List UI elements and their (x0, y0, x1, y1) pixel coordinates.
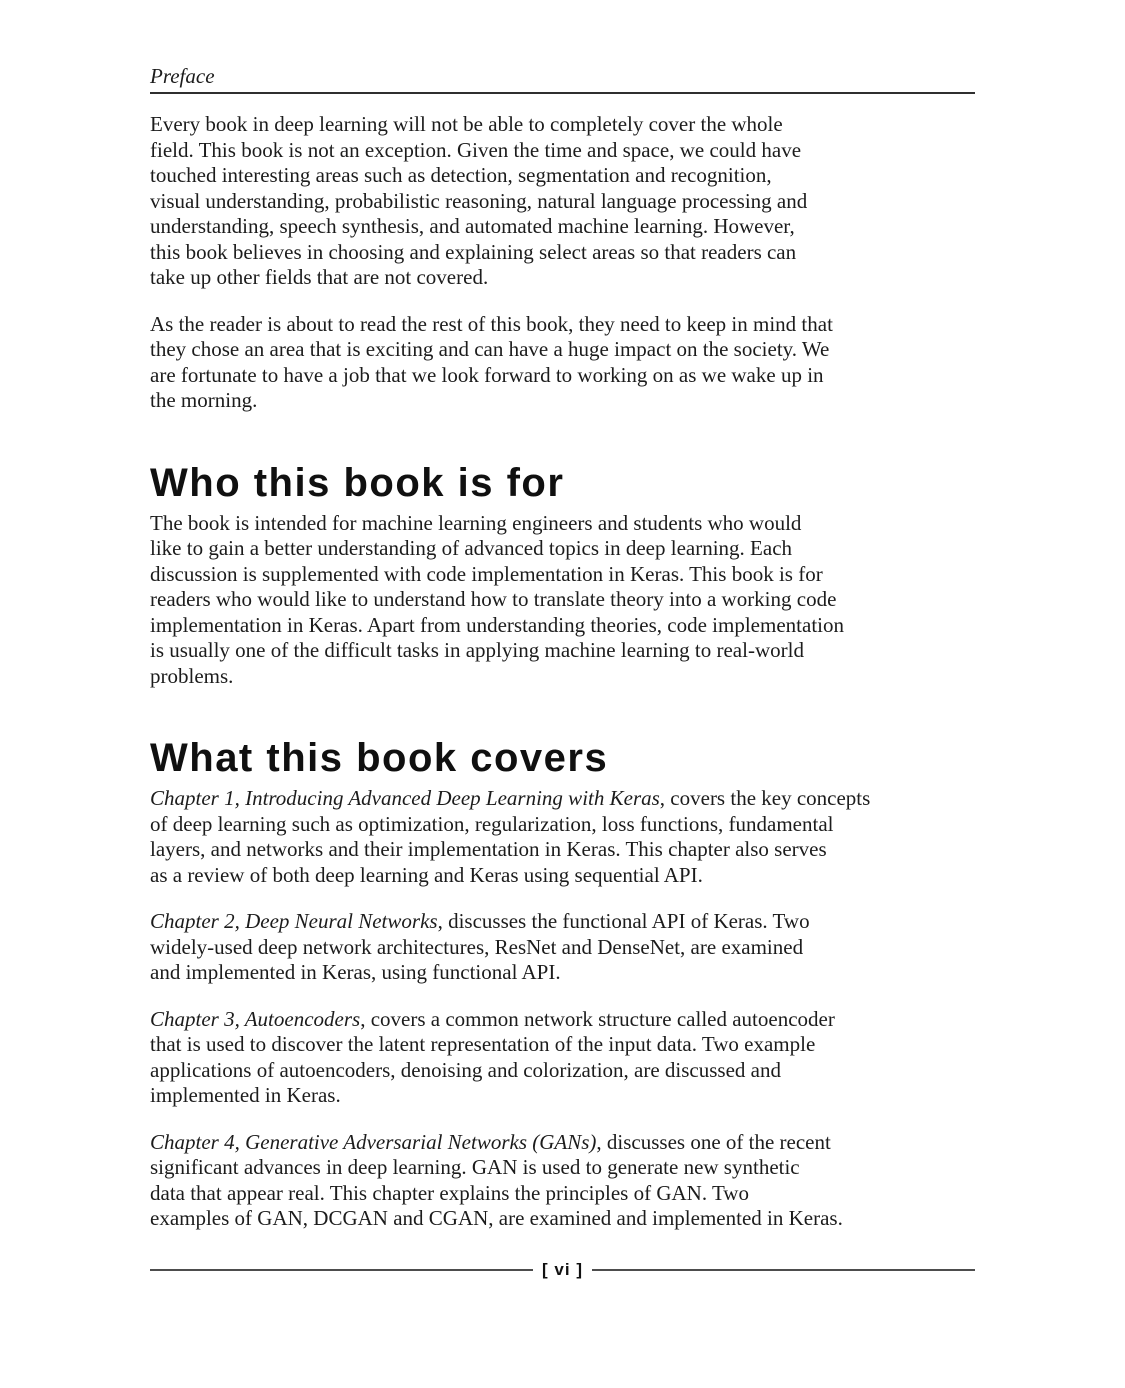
text-line: that is used to discover the latent representation of the input data. Two example (150, 1032, 816, 1056)
text-line: they chose an area that is exciting and can have a huge impact on the society. We (150, 337, 830, 361)
section-heading: What this book covers (150, 736, 609, 780)
text-line: implemented in Keras. (150, 1083, 341, 1107)
body-paragraph (150, 1130, 975, 1232)
footer-rule-left (150, 1269, 533, 1271)
text-line: The book is intended for machine learning engineers and students who would (150, 510, 802, 535)
text-line: the morning. (150, 388, 258, 412)
text-line: Chapter 1, Introducing Advanced Deep Learning with Keras, covers the key concepts (150, 786, 871, 810)
text-line: Every book in deep learning will not be able to completely cover the whole (150, 112, 783, 136)
text-line: applications of autoencoders, denoising and colorization, are discussed and (150, 1057, 781, 1082)
chapter-title-italic: Chapter 3, Autoencoders (150, 1006, 361, 1031)
text-line: of deep learning such as optimization, regularization, loss functions, fundamental (150, 811, 834, 836)
text-line: this book believes in choosing and explaining select areas so that readers can (150, 239, 797, 264)
text-line: Chapter 3, Autoencoders, covers a common network structure called autoencoder (150, 1006, 835, 1031)
text-line: are fortunate to have a job that we look forward to working on as we wake up in (150, 362, 824, 387)
page-number: [ vi ] (542, 1260, 583, 1279)
chapter-title-italic: Chapter 4, Generative Adversarial Networks (GANs) (150, 1129, 597, 1154)
text-line: problems. (150, 663, 234, 688)
text-line: implementation in Keras. Apart from understanding theories, code implementation (150, 612, 844, 637)
running-header-title: Preface (150, 64, 215, 88)
text-line: is usually one of the difficult tasks in applying machine learning to real-world (150, 638, 804, 662)
body-paragraph (150, 1007, 975, 1109)
body-paragraph (150, 312, 975, 414)
footer-rule-right (592, 1269, 975, 1271)
text-line: like to gain a better understanding of advanced topics in deep learning. Each (150, 536, 793, 560)
page-header (150, 66, 975, 94)
chapter-title-italic: Chapter 1, Introducing Advanced Deep Learning with Keras (150, 786, 660, 810)
text-line: Chapter 4, Generative Adversarial Networks (GANs), discusses one of the recent (150, 1129, 831, 1154)
text-line: Chapter 2, Deep Neural Networks, discusses the functional API of Keras. Two (150, 909, 810, 933)
text-line: data that appear real. This chapter explains the principles of GAN. Two (150, 1180, 749, 1205)
text-line: take up other fields that are not covered. (150, 265, 489, 289)
body-paragraph (150, 511, 975, 690)
text-line: field. This book is not an exception. Given the time and space, we could have (150, 137, 802, 162)
page-content (150, 112, 975, 1253)
page-footer (150, 1259, 975, 1281)
text-line: As the reader is about to read the rest of this book, they need to keep in mind that (150, 311, 833, 336)
text-line: widely-used deep network architectures, ResNet and DenseNet, are examined (150, 934, 804, 959)
chapter-title-italic: Chapter 2, Deep Neural Networks (150, 909, 438, 933)
text-line: significant advances in deep learning. GAN is used to generate new synthetic (150, 1155, 800, 1179)
body-paragraph (150, 786, 975, 888)
text-line: examples of GAN, DCGAN and CGAN, are examined and implemented in Keras. (150, 1206, 843, 1230)
text-line: and implemented in Keras, using functional API. (150, 960, 561, 984)
body-paragraph (150, 909, 975, 986)
text-line: visual understanding, probabilistic reasoning, natural language processing and (150, 188, 808, 213)
body-paragraph (150, 112, 975, 291)
text-line: layers, and networks and their implementation in Keras. This chapter also serves (150, 837, 827, 861)
text-line: discussion is supplemented with code implementation in Keras. This book is for (150, 561, 823, 586)
text-line: readers who would like to understand how to translate theory into a working code (150, 587, 837, 611)
text-line: touched interesting areas such as detection, segmentation and recognition, (150, 163, 772, 187)
section-heading: Who this book is for (150, 460, 565, 505)
text-line: understanding, speech synthesis, and automated machine learning. However, (150, 214, 795, 238)
text-line: as a review of both deep learning and Keras using sequential API. (150, 862, 703, 887)
